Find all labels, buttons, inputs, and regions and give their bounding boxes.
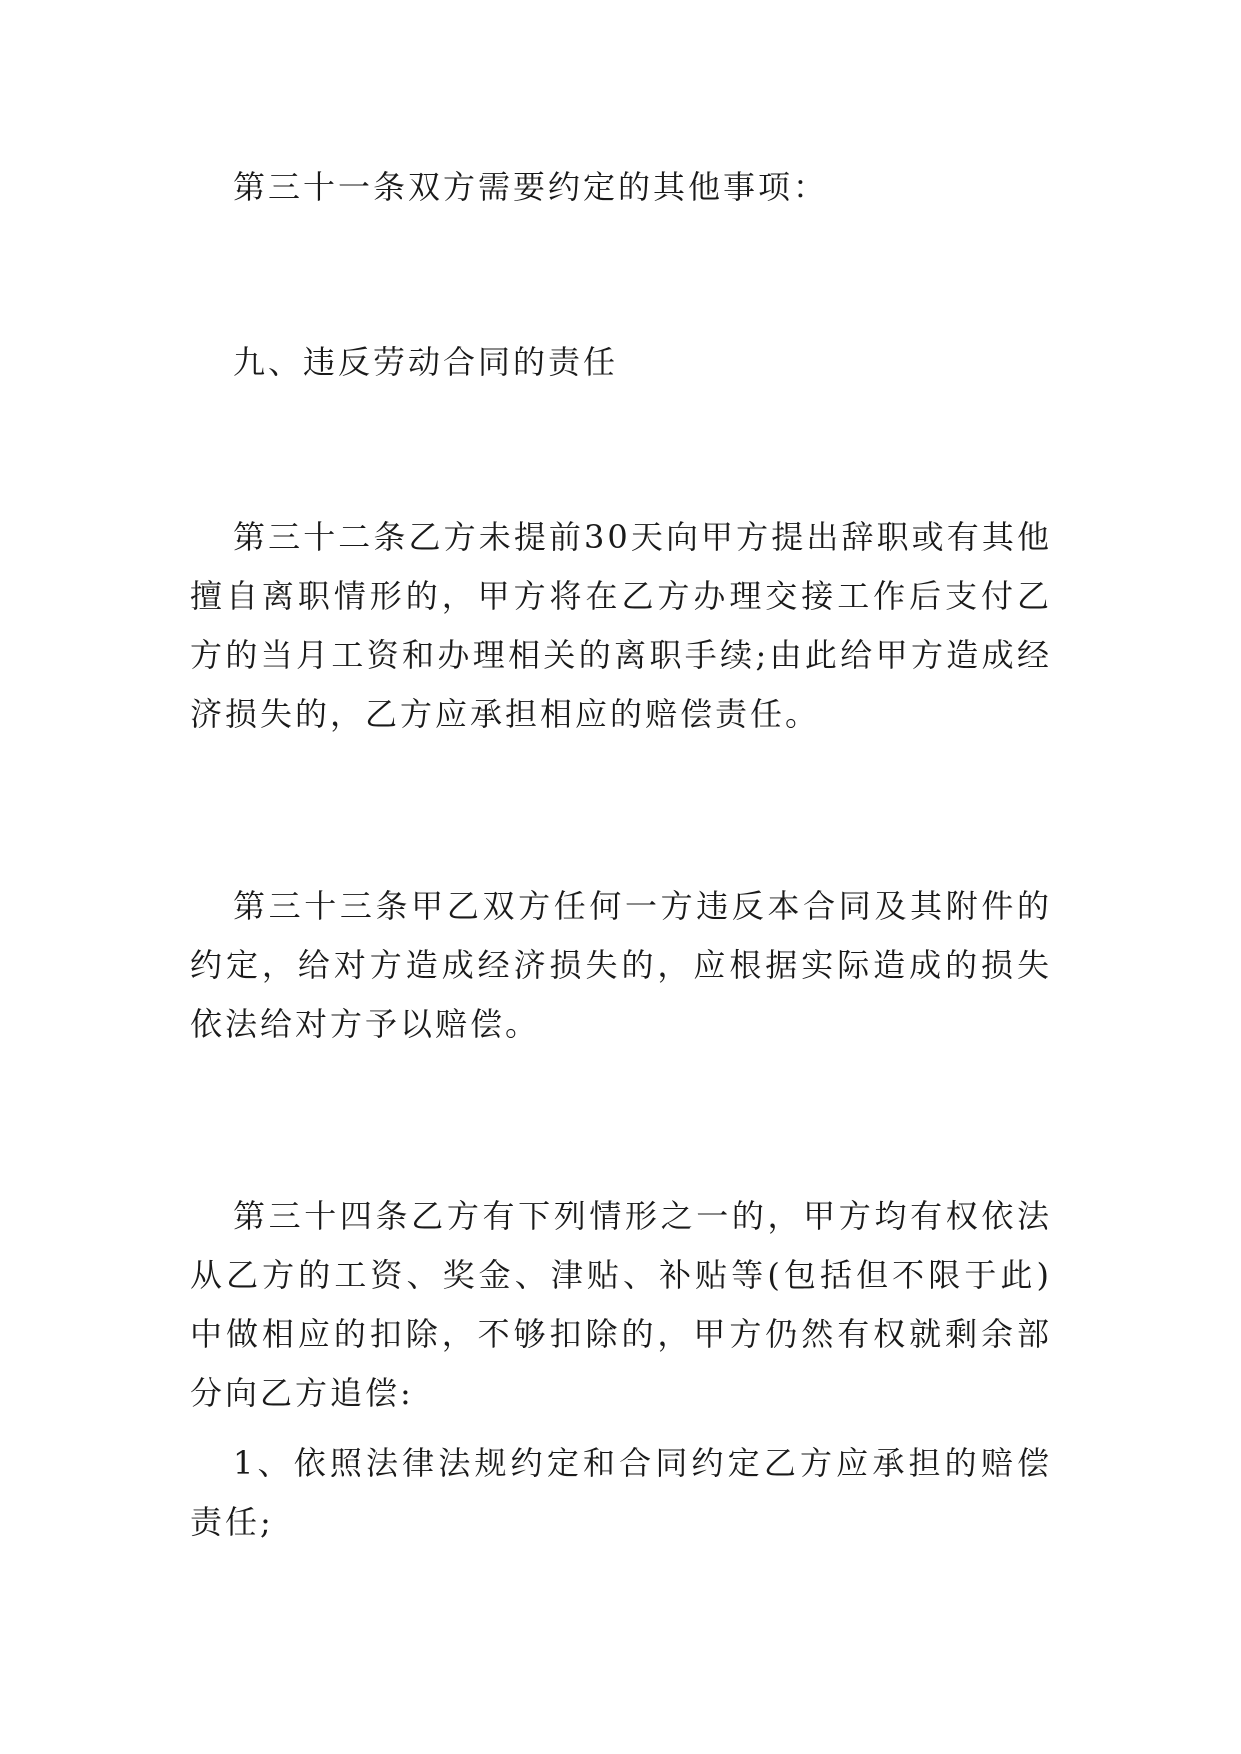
article-33-paragraph: 第三十三条甲乙双方任何一方违反本合同及其附件的约定，给对方造成经济损失的，应根据实际造成的损失依法给对方予以赔偿。	[190, 887, 1052, 1043]
list-item-1-paragraph: 1、依照法律法规约定和合同约定乙方应承担的赔偿责任;	[190, 1444, 1052, 1541]
section-9-heading: 九、违反劳动合同的责任	[233, 343, 619, 381]
article-31-paragraph: 第三十一条双方需要约定的其他事项：	[233, 168, 829, 206]
article-34-paragraph: 第三十四条乙方有下列情形之一的，甲方均有权依法从乙方的工资、奖金、津贴、补贴等(包括但不限于此)中做相应的扣除，不够扣除的，甲方仍然有权就剩余部分向乙方追偿:	[190, 1197, 1052, 1412]
article-32-paragraph: 第三十二条乙方未提前30天向甲方提出辞职或有其他擅自离职情形的，甲方将在乙方办理交接工作后支付乙方的当月工资和办理相关的离职手续;由此给甲方造成经济损失的，乙方应承担相应的赔偿责任。	[190, 518, 1052, 733]
